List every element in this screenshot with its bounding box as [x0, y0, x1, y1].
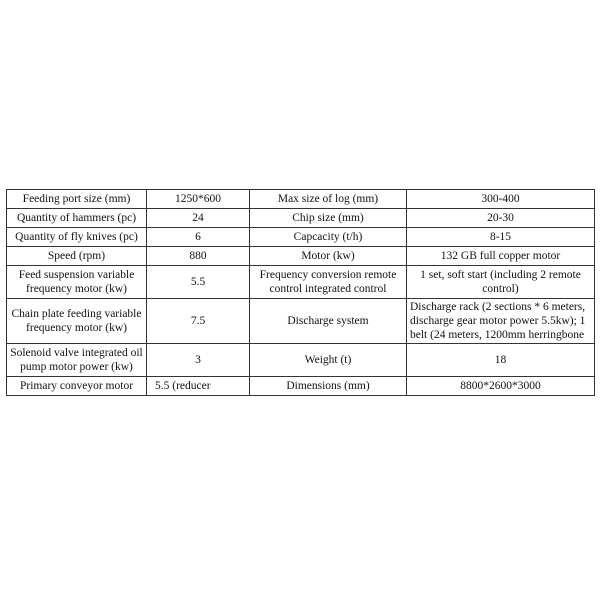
spec-value: 8-15: [407, 228, 595, 247]
spec-label: Weight (t): [250, 344, 407, 377]
table-row: [7, 266, 595, 299]
table-row: [7, 299, 595, 344]
spec-label: Capcacity (t/h): [250, 228, 407, 247]
spec-value: 24: [147, 209, 250, 228]
table-row: [7, 344, 595, 377]
spec-label: Motor (kw): [250, 247, 407, 266]
spec-label: Feeding port size (mm): [7, 190, 147, 209]
spec-label: Quantity of hammers (pc): [7, 209, 147, 228]
spec-label: Quantity of fly knives (pc): [7, 228, 147, 247]
table-row: [7, 377, 595, 396]
spec-value: 880: [147, 247, 250, 266]
spec-value: 1 set, soft start (including 2 remote control): [407, 266, 595, 299]
spec-value: 3: [147, 344, 250, 377]
spec-label: Frequency conversion remote control integrated control: [250, 266, 407, 299]
spec-label: Chip size (mm): [250, 209, 407, 228]
table-row: [7, 247, 595, 266]
spec-value: Discharge rack (2 sections * 6 meters, discharge gear motor power 5.5kw); 1 belt (24 meters, 1200mm herringbone: [407, 299, 595, 344]
spec-label: Dimensions (mm): [250, 377, 407, 396]
spec-value: 300-400: [407, 190, 595, 209]
table-row: [7, 190, 595, 209]
spec-value: 7.5: [147, 299, 250, 344]
spec-label: Primary conveyor motor: [7, 377, 147, 396]
table-row: [7, 209, 595, 228]
spec-label: Discharge system: [250, 299, 407, 344]
spec-value: 18: [407, 344, 595, 377]
spec-value: 8800*2600*3000: [407, 377, 595, 396]
table-row: [7, 228, 595, 247]
spec-value: 20-30: [407, 209, 595, 228]
spec-value: 1250*600: [147, 190, 250, 209]
spec-label: Feed suspension variable frequency motor (kw): [7, 266, 147, 299]
spec-label: Speed (rpm): [7, 247, 147, 266]
specification-table: [6, 189, 595, 396]
spec-value: 6: [147, 228, 250, 247]
spec-label: Chain plate feeding variable frequency motor (kw): [7, 299, 147, 344]
spec-value: 132 GB full copper motor: [407, 247, 595, 266]
spec-value: 5.5 (reducer: [147, 377, 250, 396]
spec-value: 5.5: [147, 266, 250, 299]
spec-label: Solenoid valve integrated oil pump motor power (kw): [7, 344, 147, 377]
spec-label: Max size of log (mm): [250, 190, 407, 209]
